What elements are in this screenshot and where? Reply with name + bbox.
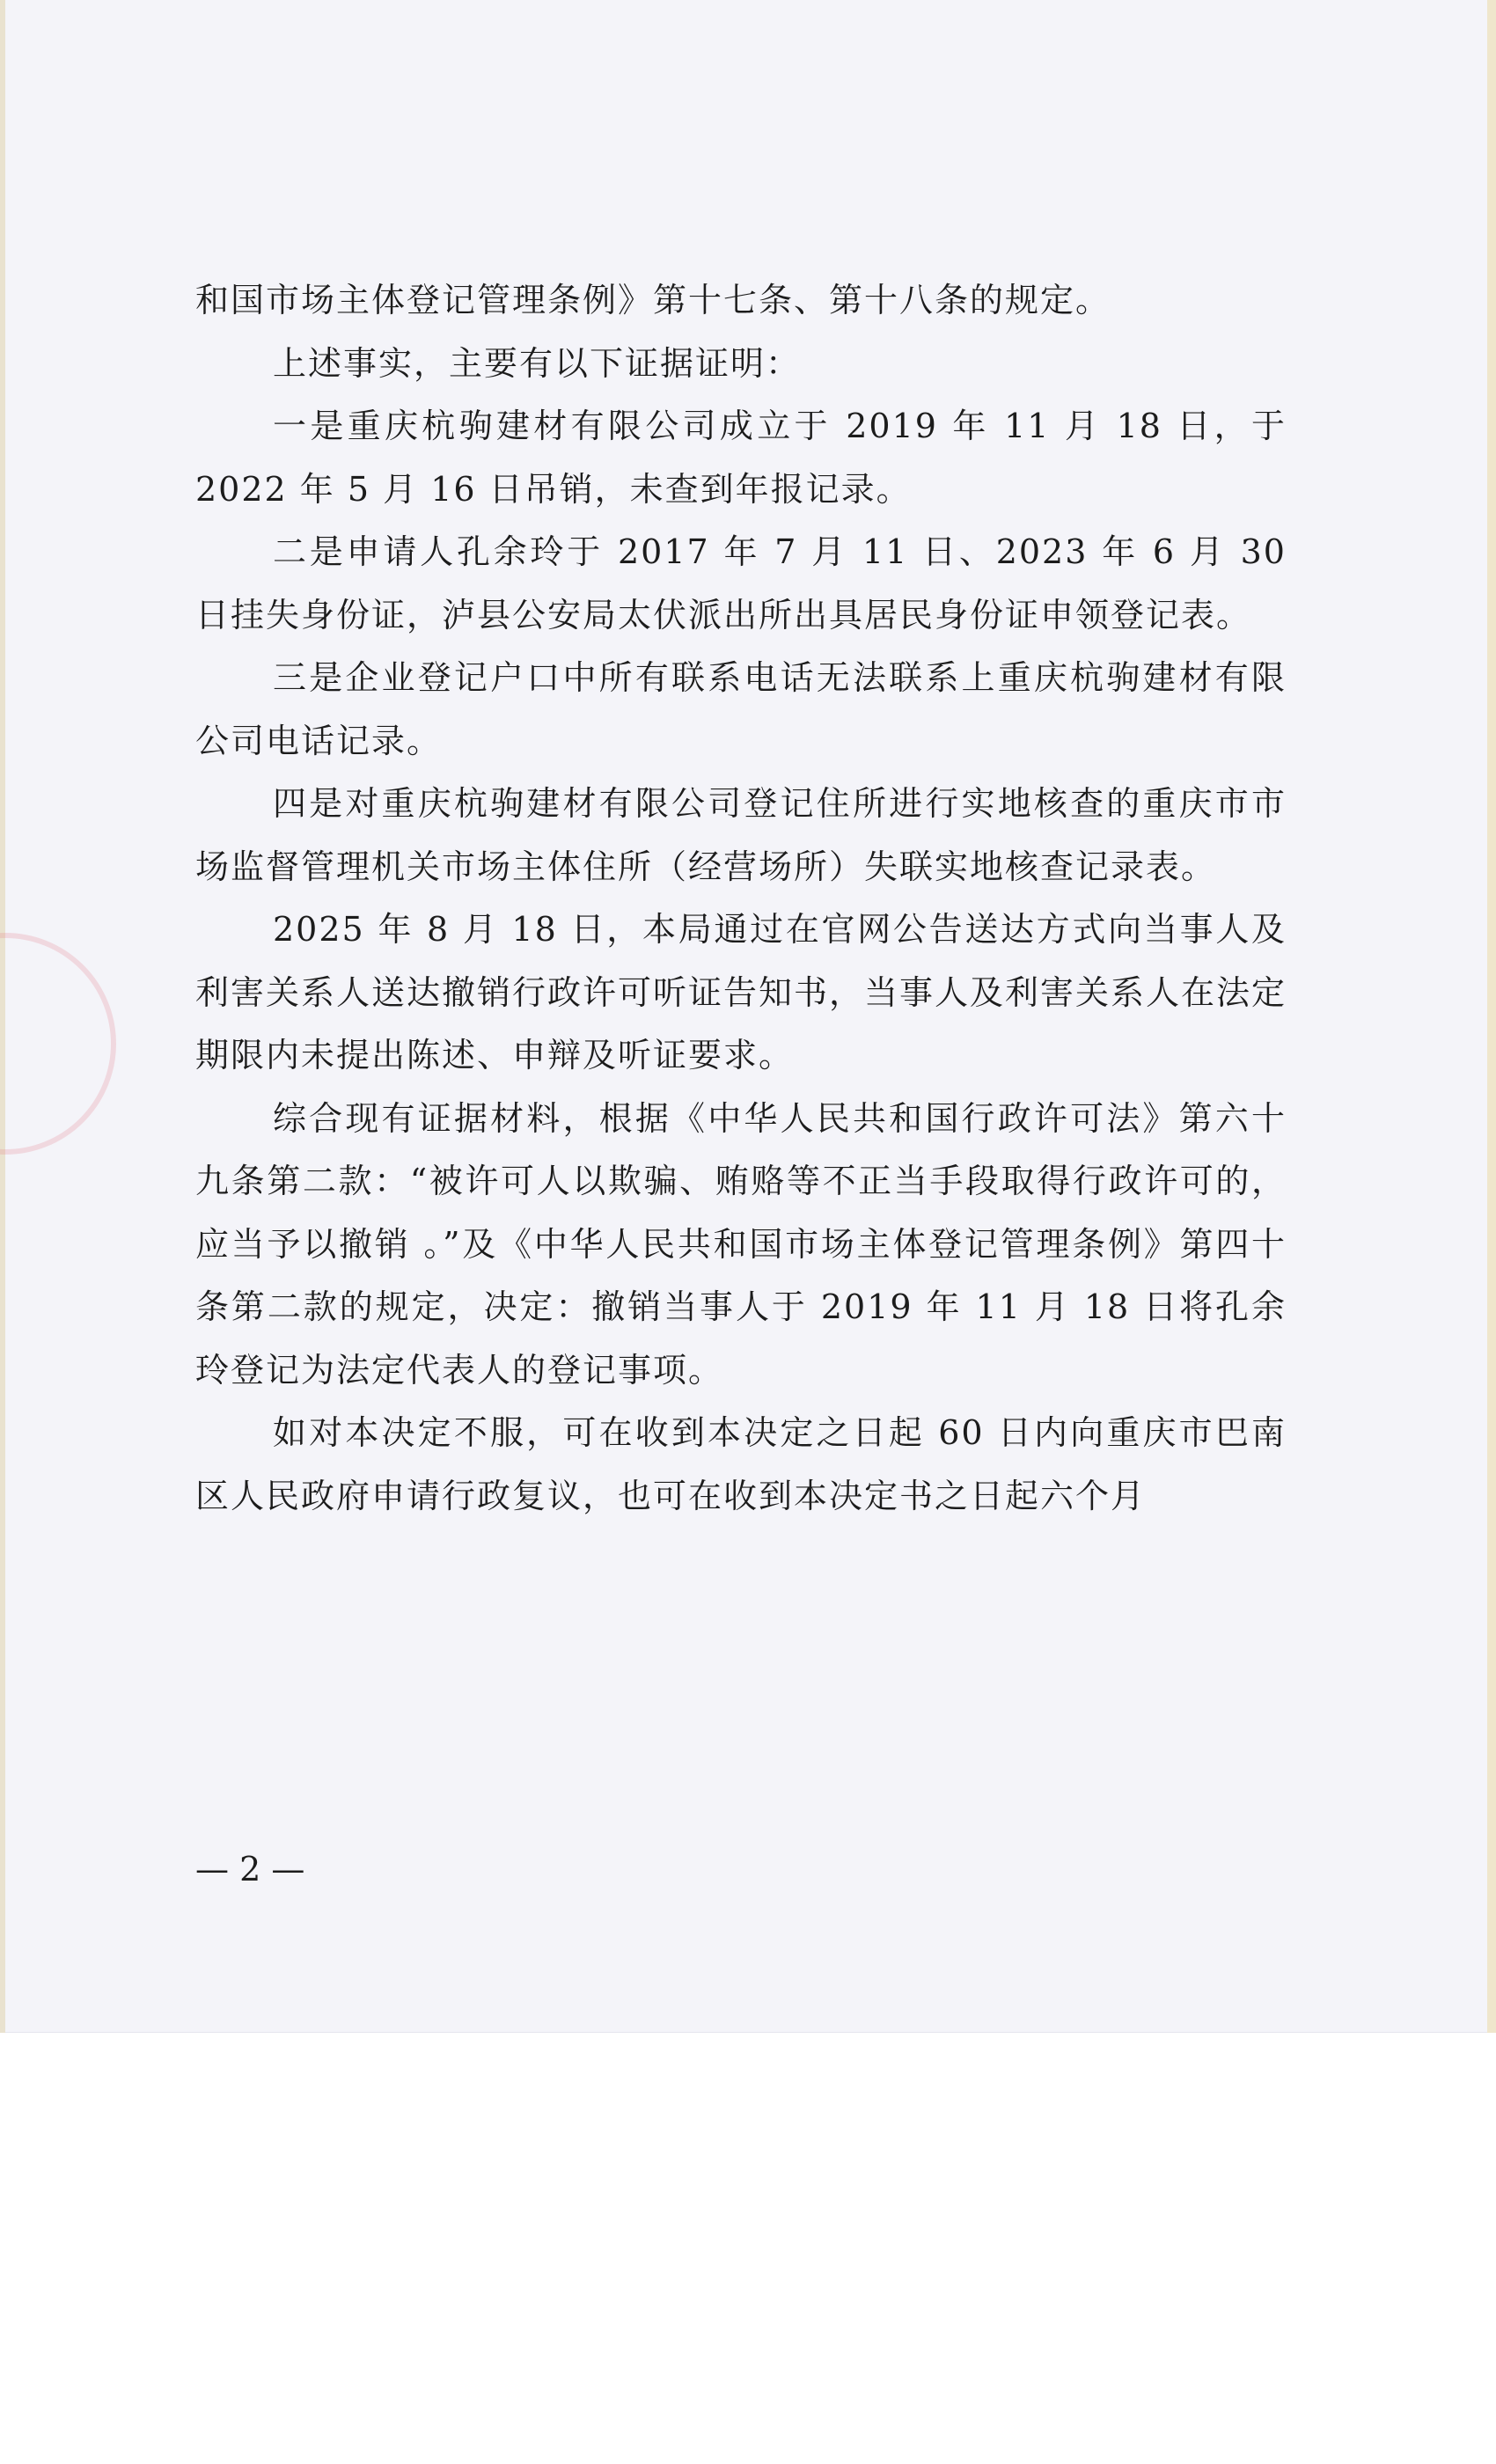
paragraph: 三是企业登记户口中所有联系电话无法联系上重庆杭驹建材有限公司电话记录。 xyxy=(195,658,1287,760)
paragraph: 综合现有证据材料，根据《中华人民共和国行政许可法》第六十九条第二款：“被许可人以欺骗、贿赂等不正当手段取得行政许可的，应当予以撤销 。”及《中华人民共和国市场主体登记管理条例》第四十条第二款的规定，决定：撤销当事人于 2019 年 11 月 18 日将孔余玲登记为法定代表人的登记事项。 xyxy=(195,1098,1287,1390)
page-edge-right xyxy=(1487,0,1496,2033)
paragraph: 2025 年 8 月 18 日，本局通过在官网公告送达方式向当事人及利害关系人送达撤销行政许可听证告知书，当事人及利害关系人在法定期限内未提出陈述、申辩及听证要求。 xyxy=(195,910,1287,1074)
paragraph: 上述事实，主要有以下证据证明： xyxy=(273,343,802,383)
page-number: — 2 — xyxy=(195,1850,305,1888)
paragraph: 和国市场主体登记管理条例》第十七条、第十八条的规定。 xyxy=(195,281,1111,319)
paragraph: 一是重庆杭驹建材有限公司成立于 2019 年 11 月 18 日，于 2022 年 5 月 16 日吊销，未查到年报记录。 xyxy=(195,407,1287,509)
paragraph: 如对本决定不服，可在收到本决定之日起 60 日内向重庆市巴南区人民政府申请行政复议，也可在收到本决定书之日起六个月 xyxy=(195,1413,1287,1515)
paragraph: 二是申请人孔余玲于 2017 年 7 月 11 日、2023 年 6 月 30 日挂失身份证，泸县公安局太伏派出所出具居民身份证申领登记表。 xyxy=(195,532,1287,634)
paragraph: 四是对重庆杭驹建材有限公司登记住所进行实地核查的重庆市市场监督管理机关市场主体住所（经营场所）失联实地核查记录表。 xyxy=(195,784,1287,886)
document-body xyxy=(195,269,1287,1528)
faint-seal-stamp xyxy=(0,933,116,1155)
